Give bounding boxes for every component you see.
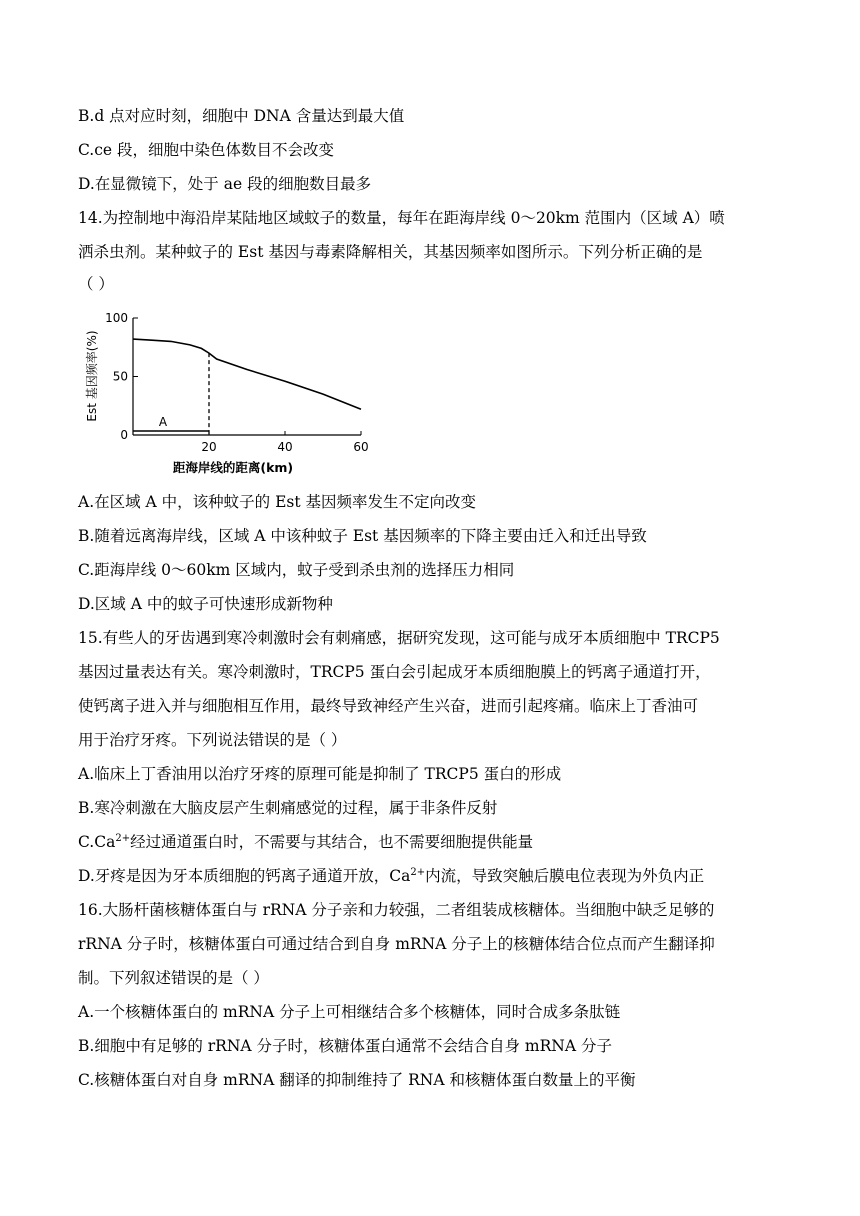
region-a-label: A	[158, 415, 168, 429]
q16-option-c: C.核糖体蛋白对自身 mRNA 翻译的抑制维持了 RNA 和核糖体蛋白数量上的平衡	[78, 1071, 636, 1089]
q14-option-d: D.区域 A 中的蚊子可快速形成新物种	[78, 595, 333, 613]
q15-stem-line-1: 15.有些人的牙齿遇到寒冷刺激时会有刺痛感，据研究发现，这可能与成牙本质细胞中 TRCP5	[78, 629, 720, 647]
q15-option-c-prefix: C.Ca	[78, 833, 116, 851]
q15-option-d-text: 内流，导致突触后膜电位表现为外负内正	[425, 867, 705, 885]
q14-stem-line-2: 洒杀虫剂。某种蚊子的 Est 基因与毒素降解相关，其基因频率如图所示。下列分析正确的是	[78, 243, 703, 261]
q16-stem-line-1: 16.大肠杆菌核糖体蛋白与 rRNA 分子亲和力较强，二者组装成核糖体。当细胞中缺乏足够的	[78, 901, 715, 919]
x-tick-label: 60	[353, 440, 369, 454]
x-axis-label: 距海岸线的距离(km)	[172, 460, 294, 475]
q13-option-d: D.在显微镜下，处于 ae 段的细胞数目最多	[78, 175, 372, 193]
y-tick-label: 0	[120, 428, 128, 442]
y-tick-label: 100	[105, 311, 128, 325]
q15-option-c-superscript: 2+	[115, 833, 131, 844]
q16-stem-line-3: 制。下列叙述错误的是（ ）	[78, 969, 269, 987]
est-frequency-chart	[78, 300, 378, 482]
chart-svg	[78, 300, 378, 482]
x-tick-label: 20	[201, 440, 217, 454]
q16-option-a: A.一个核糖体蛋白的 mRNA 分子上可相继结合多个核糖体，同时合成多条肽链	[78, 1003, 621, 1021]
q15-option-a: A.临床上丁香油用以治疗牙疼的原理可能是抑制了 TRCP5 蛋白的形成	[78, 765, 562, 783]
q15-option-d	[78, 866, 704, 886]
q15-stem-line-2: 基因过量表达有关。寒冷刺激时，TRCP5 蛋白会引起成牙本质细胞膜上的钙离子通道打开，	[78, 663, 711, 681]
q14-option-c: C.距海岸线 0～60km 区域内，蚊子受到杀虫剂的选择压力相同	[78, 561, 515, 579]
q15-option-c-text: 经过通道蛋白时，不需要与其结合，也不需要细胞提供能量	[130, 833, 534, 851]
q16-option-b: B.细胞中有足够的 rRNA 分子时，核糖体蛋白通常不会结合自身 mRNA 分子	[78, 1037, 612, 1055]
q15-option-c	[78, 832, 533, 852]
q13-option-c: C.ce 段，细胞中染色体数目不会改变	[78, 141, 335, 159]
q15-stem-line-3: 使钙离子进入并与细胞相互作用，最终导致神经产生兴奋，进而引起疼痛。临床上丁香油可	[78, 697, 699, 715]
q14-stem-line-3: （ ）	[78, 275, 114, 293]
q15-option-b: B.寒冷刺激在大脑皮层产生刺痛感觉的过程，属于非条件反射	[78, 799, 498, 817]
x-tick-label: 40	[277, 440, 293, 454]
q14-stem-line-1: 14.为控制地中海沿岸某陆地区域蚊子的数量，每年在距海岸线 0～20km 范围内（区域 A）喷	[78, 209, 725, 227]
q14-option-b: B.随着远离海岸线，区域 A 中该种蚊子 Est 基因频率的下降主要由迁入和迁出导致	[78, 527, 647, 545]
series-line-est	[133, 339, 361, 409]
q16-stem-line-2: rRNA 分子时，核糖体蛋白可通过结合到自身 mRNA 分子上的核糖体结合位点而产生翻译抑	[78, 935, 715, 953]
q15-stem-line-4: 用于治疗牙疼。下列说法错误的是（ ）	[78, 731, 347, 749]
y-tick-label: 50	[112, 369, 128, 384]
q15-option-d-superscript: 2+	[410, 867, 426, 878]
q15-option-d-prefix: D.牙疼是因为牙本质细胞的钙离子通道开放，Ca	[78, 867, 411, 885]
q13-option-b: B.d 点对应时刻，细胞中 DNA 含量达到最大值	[78, 107, 405, 125]
y-axis-label: Est 基因频率(%)	[85, 330, 99, 422]
q14-option-a: A.在区域 A 中，该种蚊子的 Est 基因频率发生不定向改变	[78, 493, 477, 511]
